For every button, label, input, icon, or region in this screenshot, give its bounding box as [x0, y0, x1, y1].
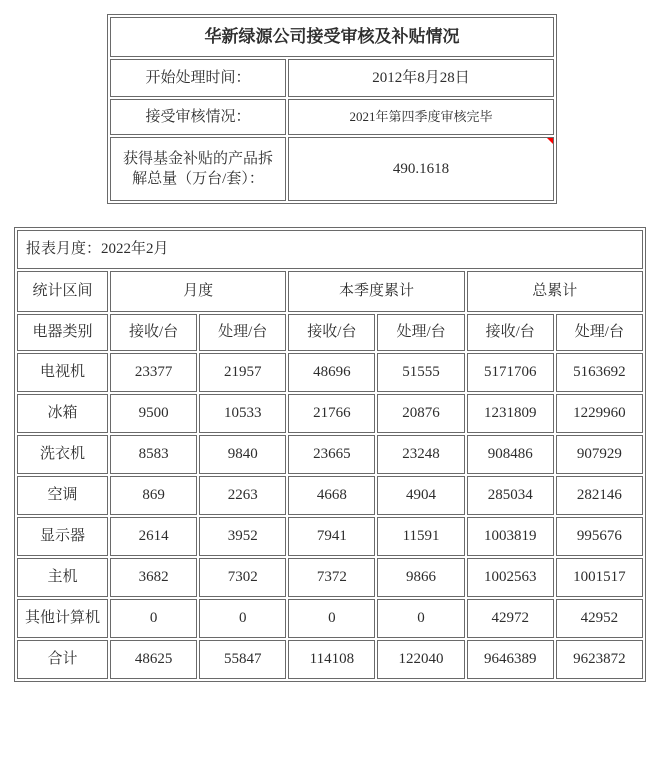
data-cell: 3682 — [110, 558, 197, 597]
data-cell: 1229960 — [556, 394, 643, 433]
data-cell: 0 — [199, 599, 286, 638]
table-row — [17, 640, 643, 679]
data-cell: 9866 — [377, 558, 464, 597]
data-cell: 3952 — [199, 517, 286, 556]
total-cum-group-header: 总累计 — [467, 271, 643, 312]
col-header-process: 处理/台 — [377, 314, 464, 351]
summary-table — [107, 14, 557, 204]
start-time-value: 2012年8月28日 — [288, 59, 554, 97]
audit-status-label: 接受审核情况： — [110, 99, 286, 135]
data-cell: 8583 — [110, 435, 197, 474]
data-cell: 42972 — [467, 599, 554, 638]
table-row — [17, 517, 643, 556]
quarter-cum-group-header: 本季度累计 — [288, 271, 464, 312]
data-cell: 9500 — [110, 394, 197, 433]
summary-title: 华新绿源公司接受审核及补贴情况 — [110, 17, 554, 57]
data-cell: 114108 — [288, 640, 375, 679]
data-cell: 55847 — [199, 640, 286, 679]
table-row — [17, 476, 643, 515]
data-cell: 122040 — [377, 640, 464, 679]
data-cell: 907929 — [556, 435, 643, 474]
data-cell: 1231809 — [467, 394, 554, 433]
table-row — [17, 435, 643, 474]
comment-marker-icon — [547, 138, 553, 144]
summary-row — [110, 99, 554, 135]
monthly-group-header: 月度 — [110, 271, 286, 312]
data-cell: 23665 — [288, 435, 375, 474]
data-cell: 4668 — [288, 476, 375, 515]
data-cell: 0 — [110, 599, 197, 638]
data-cell: 9840 — [199, 435, 286, 474]
group-header-row — [17, 271, 643, 312]
data-cell: 23377 — [110, 353, 197, 392]
period-row — [17, 230, 643, 269]
report-table — [14, 227, 646, 682]
data-cell: 2263 — [199, 476, 286, 515]
col-header-process: 处理/台 — [556, 314, 643, 351]
data-cell: 51555 — [377, 353, 464, 392]
data-cell: 285034 — [467, 476, 554, 515]
category-cell: 合计 — [17, 640, 108, 679]
category-cell: 显示器 — [17, 517, 108, 556]
subsidy-total-number: 490.1618 — [392, 160, 450, 177]
table-row — [17, 394, 643, 433]
category-cell: 洗衣机 — [17, 435, 108, 474]
data-cell: 995676 — [556, 517, 643, 556]
category-cell: 其他计算机 — [17, 599, 108, 638]
category-header: 电器类别 — [17, 314, 108, 351]
subsidy-total-value — [288, 137, 554, 201]
data-cell: 48696 — [288, 353, 375, 392]
data-cell: 9623872 — [556, 640, 643, 679]
report-period: 报表月度：2022年2月 — [17, 230, 643, 269]
data-cell: 7941 — [288, 517, 375, 556]
data-cell: 21766 — [288, 394, 375, 433]
data-cell: 10533 — [199, 394, 286, 433]
data-cell: 7372 — [288, 558, 375, 597]
data-cell: 11591 — [377, 517, 464, 556]
data-cell: 48625 — [110, 640, 197, 679]
summary-row — [110, 137, 554, 201]
data-cell: 20876 — [377, 394, 464, 433]
data-cell: 9646389 — [467, 640, 554, 679]
table-row — [17, 353, 643, 392]
category-cell: 主机 — [17, 558, 108, 597]
subsidy-total-label: 获得基金补贴的产品拆解总量（万台/套）： — [110, 137, 286, 201]
data-cell: 21957 — [199, 353, 286, 392]
data-cell: 5163692 — [556, 353, 643, 392]
data-cell: 2614 — [110, 517, 197, 556]
category-cell: 电视机 — [17, 353, 108, 392]
data-cell: 42952 — [556, 599, 643, 638]
data-cell: 0 — [377, 599, 464, 638]
summary-title-row — [110, 17, 554, 57]
table-row — [17, 599, 643, 638]
col-header-receive: 接收/台 — [110, 314, 197, 351]
data-cell: 7302 — [199, 558, 286, 597]
category-cell: 冰箱 — [17, 394, 108, 433]
start-time-label: 开始处理时间： — [110, 59, 286, 97]
data-cell: 908486 — [467, 435, 554, 474]
col-header-receive: 接收/台 — [467, 314, 554, 351]
data-cell: 0 — [288, 599, 375, 638]
data-cell: 869 — [110, 476, 197, 515]
data-cell: 1002563 — [467, 558, 554, 597]
category-cell: 空调 — [17, 476, 108, 515]
data-cell: 5171706 — [467, 353, 554, 392]
table-row — [17, 558, 643, 597]
col-header-process: 处理/台 — [199, 314, 286, 351]
audit-status-value: 2021年第四季度审核完毕 — [288, 99, 554, 135]
col-header-receive: 接收/台 — [288, 314, 375, 351]
data-cell: 282146 — [556, 476, 643, 515]
column-header-row — [17, 314, 643, 351]
summary-row — [110, 59, 554, 97]
data-cell: 23248 — [377, 435, 464, 474]
data-cell: 1001517 — [556, 558, 643, 597]
data-cell: 4904 — [377, 476, 464, 515]
data-cell: 1003819 — [467, 517, 554, 556]
stat-range-header: 统计区间 — [17, 271, 108, 312]
